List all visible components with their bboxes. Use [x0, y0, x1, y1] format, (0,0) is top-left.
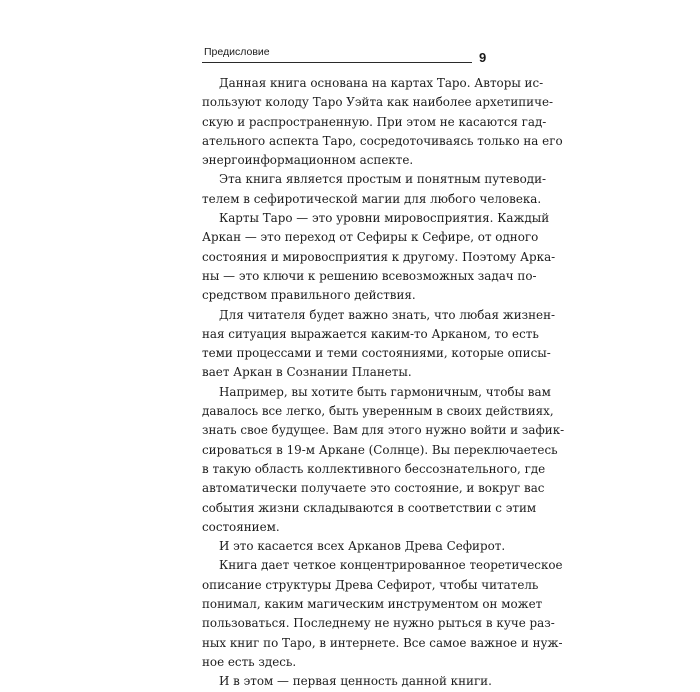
text-line: средством правильного действия. [202, 288, 416, 303]
text-line: события жизни складываются в соответствии с этим [202, 500, 537, 515]
text-line: Карты Таро — это уровни мировосприятия. Каждый [219, 211, 550, 226]
text-line: понимал, каким магическим инструментом он может [202, 597, 543, 612]
text-line: ная ситуация выражается каким-то Арканом, то есть [202, 326, 539, 341]
text-line: И это касается всех Арканов Древа Сефирот. [219, 539, 506, 554]
paragraph [202, 556, 563, 672]
paragraph [202, 74, 563, 170]
text-line: пользуют колоду Таро Уэйта как наиболее архетипиче- [202, 95, 554, 110]
text-line: Книга дает четкое концентрированное теоретическое [219, 558, 563, 573]
text-line: ны — это ключи к решению всевозможных задач по- [202, 268, 537, 283]
text-line: давалось все легко, быть уверенным в своих действиях, [202, 404, 554, 419]
text-line: скую и распространенную. При этом не касаются гад- [202, 114, 547, 129]
text-line: Эта книга является простым и понятным путеводи- [219, 172, 547, 187]
text-line: описание структуры Древа Сефирот, чтобы читатель [202, 577, 539, 592]
text-line: Например, вы хотите быть гармоничным, чтобы вам [219, 384, 551, 399]
paragraph [202, 672, 492, 691]
paragraph [202, 383, 565, 537]
text-line: вает Аркан в Сознании Планеты. [202, 365, 412, 380]
paragraph [202, 209, 556, 305]
text-line: состоянием. [202, 519, 280, 534]
text-line: состояния и мировосприятия к другому. Поэтому Арка- [202, 249, 556, 264]
text-line: сироваться в 19-м Аркане (Солнце). Вы переключаетесь [202, 442, 558, 457]
running-head-title: Предисловие [204, 46, 270, 58]
text-line: Аркан — это переход от Сефиры к Сефире, от одного [202, 230, 539, 245]
text-line: И в этом — первая ценность данной книги. [219, 674, 492, 689]
page-number: 9 [479, 50, 487, 65]
text-line: автоматически получаете это состояние, и вокруг вас [202, 481, 545, 496]
text-line: энергоинформационном аспекте. [202, 153, 414, 168]
text-line: в такую область коллективного бессознательного, где [202, 461, 546, 476]
paragraph [202, 537, 506, 556]
header-rule [202, 62, 472, 63]
text-line: пользоваться. Последнему не нужно рыться в куче раз- [202, 616, 555, 631]
text-line: ных книг по Таро, в интернете. Все самое важное и нуж- [202, 635, 563, 650]
text-line: Данная книга основана на картах Таро. Авторы ис- [219, 76, 544, 90]
text-line: теми процессами и теми состояниями, которые описы- [202, 346, 551, 361]
paragraph [202, 306, 556, 383]
body-text [202, 74, 565, 692]
paragraph [202, 170, 547, 209]
text-line: знать свое будущее. Вам для этого нужно войти и зафик- [202, 423, 565, 438]
text-line: Для читателя будет важно знать, что любая жизнен- [219, 307, 556, 322]
text-line: телем в сефиротической магии для любого человека. [202, 191, 542, 206]
text-line: ное есть здесь. [202, 654, 297, 669]
text-line: ательного аспекта Таро, сосредоточиваясь только на его [202, 133, 563, 148]
